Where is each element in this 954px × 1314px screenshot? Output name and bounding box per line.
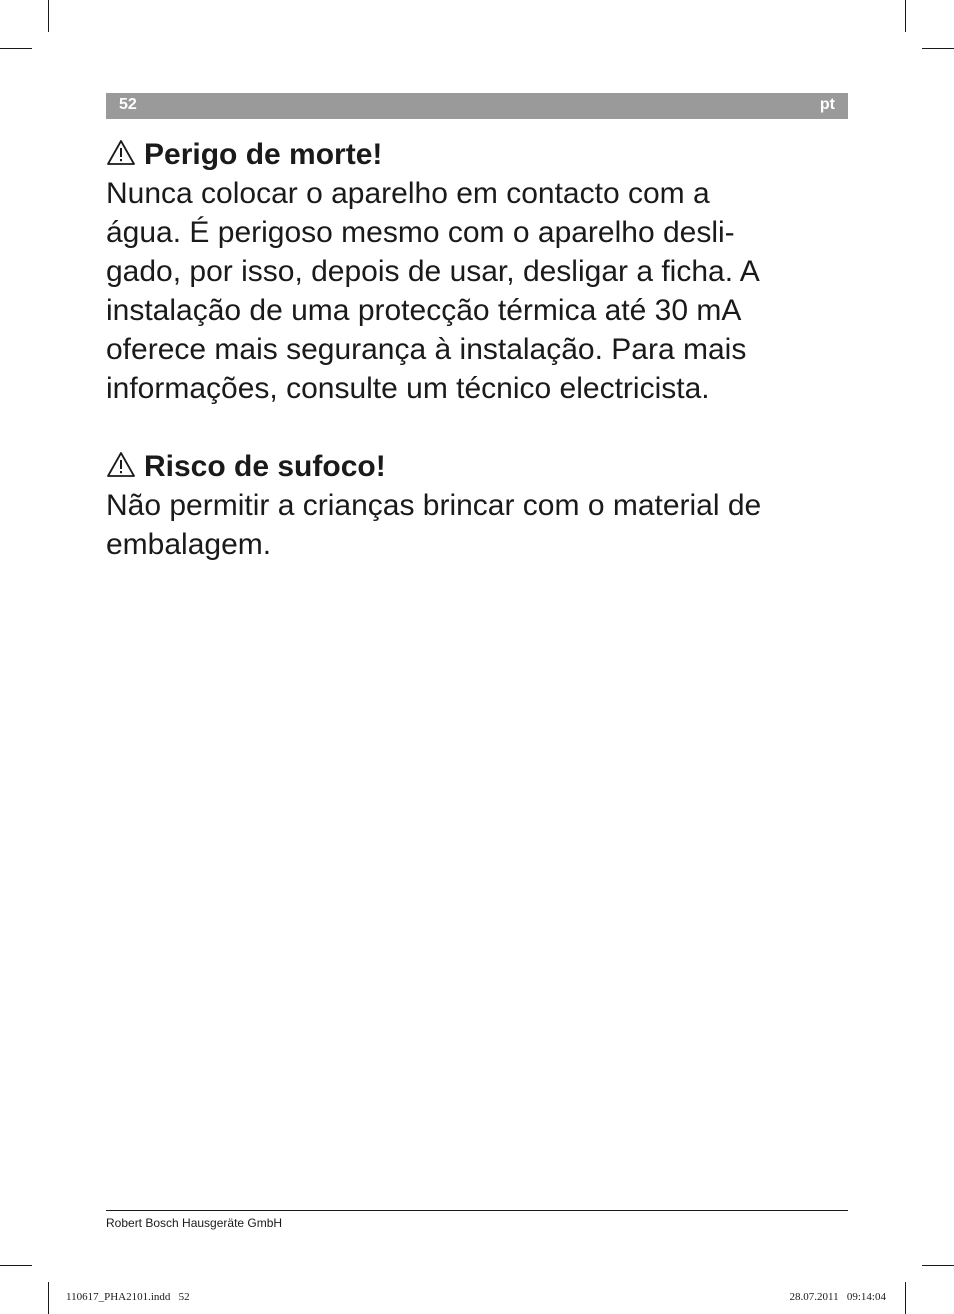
crop-mark-top-left-v	[48, 0, 49, 32]
crop-mark-bottom-right-h	[922, 1265, 954, 1266]
print-slug-file: 110617_PHA2101.indd 52	[66, 1291, 190, 1303]
warning-title: Perigo de morte!	[144, 138, 383, 171]
print-slug-timestamp: 28.07.2011 09:14:04	[789, 1291, 886, 1303]
page-header-bar	[106, 93, 848, 119]
crop-mark-top-right-v	[905, 0, 906, 32]
crop-mark-bottom-left-h	[0, 1265, 32, 1266]
warning-heading	[106, 447, 848, 486]
warning-triangle-icon	[106, 451, 136, 478]
footer-divider	[106, 1210, 848, 1211]
footer-company-name: Robert Bosch Hausgeräte GmbH	[106, 1216, 283, 1230]
crop-mark-top-right-h	[922, 48, 954, 49]
warning-title: Risco de sufoco!	[144, 450, 386, 483]
warning-line: embalagem.	[106, 528, 272, 561]
page-number: 52	[119, 96, 137, 113]
warning-line: Não permitir a crianças brincar com o material de	[106, 489, 762, 522]
warning-heading	[106, 135, 848, 174]
warning-line: água. É perigoso mesmo com o aparelho desli-	[106, 216, 735, 249]
warning-line: informações, consulte um técnico electricista.	[106, 372, 710, 405]
warning-line: instalação de uma protecção térmica até 30 mA	[106, 294, 742, 327]
crop-mark-bottom-left-v	[48, 1282, 49, 1314]
warning-triangle-icon	[106, 139, 136, 166]
warning-line: gado, por isso, depois de usar, desligar a ficha. A	[106, 255, 760, 288]
warning-block-suffocation	[106, 447, 848, 564]
page-content	[106, 135, 848, 564]
crop-mark-top-left-h	[0, 48, 32, 49]
warning-block-danger	[106, 135, 848, 408]
warning-line: oferece mais segurança à instalação. Para mais	[106, 333, 747, 366]
warning-line: Nunca colocar o aparelho em contacto com a	[106, 177, 710, 210]
crop-mark-bottom-right-v	[905, 1282, 906, 1314]
language-code: pt	[819, 96, 835, 113]
